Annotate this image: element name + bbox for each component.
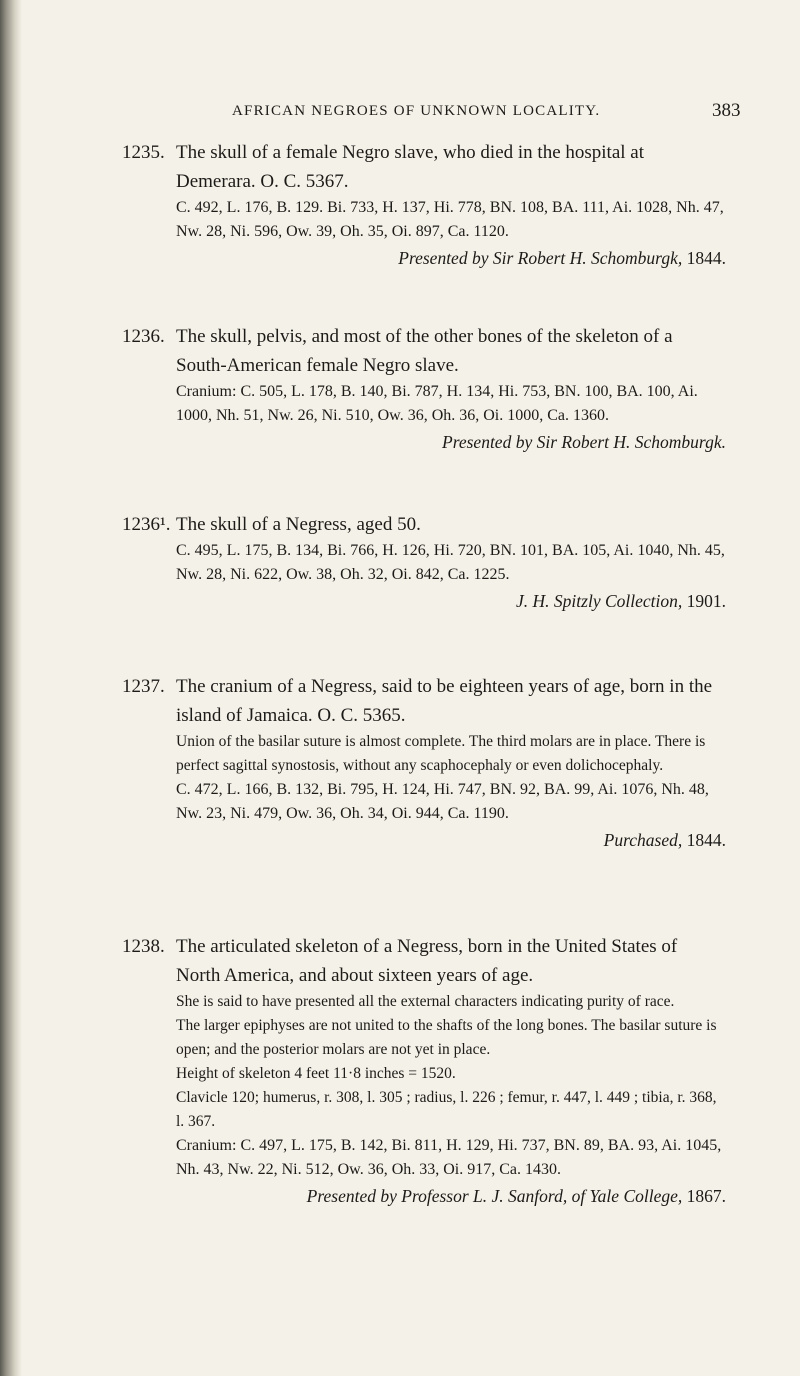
credit-text: Presented by Professor L. J. Sanford, of Yale College,	[306, 1186, 683, 1206]
page-number: 383	[712, 100, 741, 121]
entry-credit	[126, 244, 726, 272]
credit-text: J. H. Spitzly Collection,	[516, 591, 683, 611]
entry-measurements: C. 492, L. 176, B. 129. Bi. 733, H. 137, Hi. 778, BN. 108, BA. 111, Ai. 1028, Nh. 47, Nw. 28, Ni. 596, Ow. 39, Oh. 35, Oi. 897, Ca. 1120.	[176, 199, 724, 240]
entry-note: Height of skeleton 4 feet 11·8 inches = 1520.	[176, 1065, 456, 1082]
entry-measurements: Cranium: C. 497, L. 175, B. 142, Bi. 811, H. 129, Hi. 737, BN. 89, BA. 93, Ai. 1045, Nh. 43, Nw. 22, Ni. 512, Ow. 36, Oh. 33, Oi. 917, Ca. 1430.	[176, 1137, 722, 1178]
credit-date: 1901.	[686, 591, 726, 611]
book-spine-shadow	[0, 0, 22, 1376]
entry-credit	[126, 1182, 726, 1210]
entry-measurements: C. 472, L. 166, B. 132, Bi. 795, H. 124, Hi. 747, BN. 92, BA. 99, Ai. 1076, Nh. 48, Nw. 23, Ni. 479, Ow. 36, Oh. 34, Oi. 944, Ca. 1190.	[176, 781, 709, 822]
entry-note: Clavicle 120; humerus, r. 308, l. 305 ; radius, l. 226 ; femur, r. 447, l. 449 ; tibia, r. 368, l. 367.	[176, 1089, 717, 1130]
entry-number: 1235.	[122, 142, 165, 163]
entry-credit	[126, 826, 726, 854]
entry-credit	[126, 428, 726, 456]
credit-text: Presented by Sir Robert H. Schomburgk.	[442, 432, 726, 452]
entry-description: The articulated skeleton of a Negress, born in the United States of North America, and about sixteen years of age.	[176, 936, 678, 986]
entry-number: 1236¹.	[122, 514, 171, 535]
credit-text: Purchased,	[603, 830, 683, 850]
credit-date: 1844.	[686, 248, 726, 268]
entry-number: 1236.	[122, 326, 165, 347]
credit-date: 1844.	[686, 830, 726, 850]
entry-description: The skull of a female Negro slave, who died in the hospital at Demerara. O. C. 5367.	[176, 142, 645, 192]
entry-description: The cranium of a Negress, said to be eighteen years of age, born in the island of Jamaica. O. C. 5365.	[176, 676, 713, 726]
catalogue-entry-1235	[122, 138, 726, 272]
catalogue-entry-1237	[122, 672, 726, 854]
entry-description: The skull of a Negress, aged 50.	[176, 514, 421, 535]
entry-note: The larger epiphyses are not united to the shafts of the long bones. The basilar suture is open; and the posterior molars are not yet in place.	[176, 1017, 717, 1058]
credit-date: 1867.	[686, 1186, 726, 1206]
entry-number: 1238.	[122, 936, 165, 957]
entry-measurements: C. 495, L. 175, B. 134, Bi. 766, H. 126, Hi. 720, BN. 101, BA. 105, Ai. 1040, Nh. 45, Nw. 28, Ni. 622, Ow. 38, Oh. 32, Oi. 842, Ca. 1225.	[176, 542, 725, 583]
entry-measurements: Cranium: C. 505, L. 178, B. 140, Bi. 787, H. 134, Hi. 753, BN. 100, BA. 100, Ai. 1000, Nh. 51, Nw. 26, Ni. 510, Ow. 36, Oh. 36, Oi. 1000, Ca. 1360.	[176, 383, 698, 424]
catalogue-entry-1236	[122, 322, 726, 456]
entry-note: Union of the basilar suture is almost complete. The third molars are in place. There is perfect sagittal synostosis, without any scaphocephaly or even dolichocephaly.	[176, 733, 706, 774]
running-header: AFRICAN NEGROES OF UNKNOWN LOCALITY.	[232, 103, 601, 119]
credit-text: Presented by Sir Robert H. Schomburgk,	[398, 248, 683, 268]
entry-note: She is said to have presented all the external characters indicating purity of race.	[176, 993, 675, 1010]
catalogue-entry-1238	[122, 932, 726, 1210]
entry-description: The skull, pelvis, and most of the other bones of the skeleton of a South-American female Negro slave.	[176, 326, 673, 376]
entry-credit	[126, 587, 726, 615]
entry-number: 1237.	[122, 676, 165, 697]
catalogue-entry-1236-1	[122, 510, 726, 615]
